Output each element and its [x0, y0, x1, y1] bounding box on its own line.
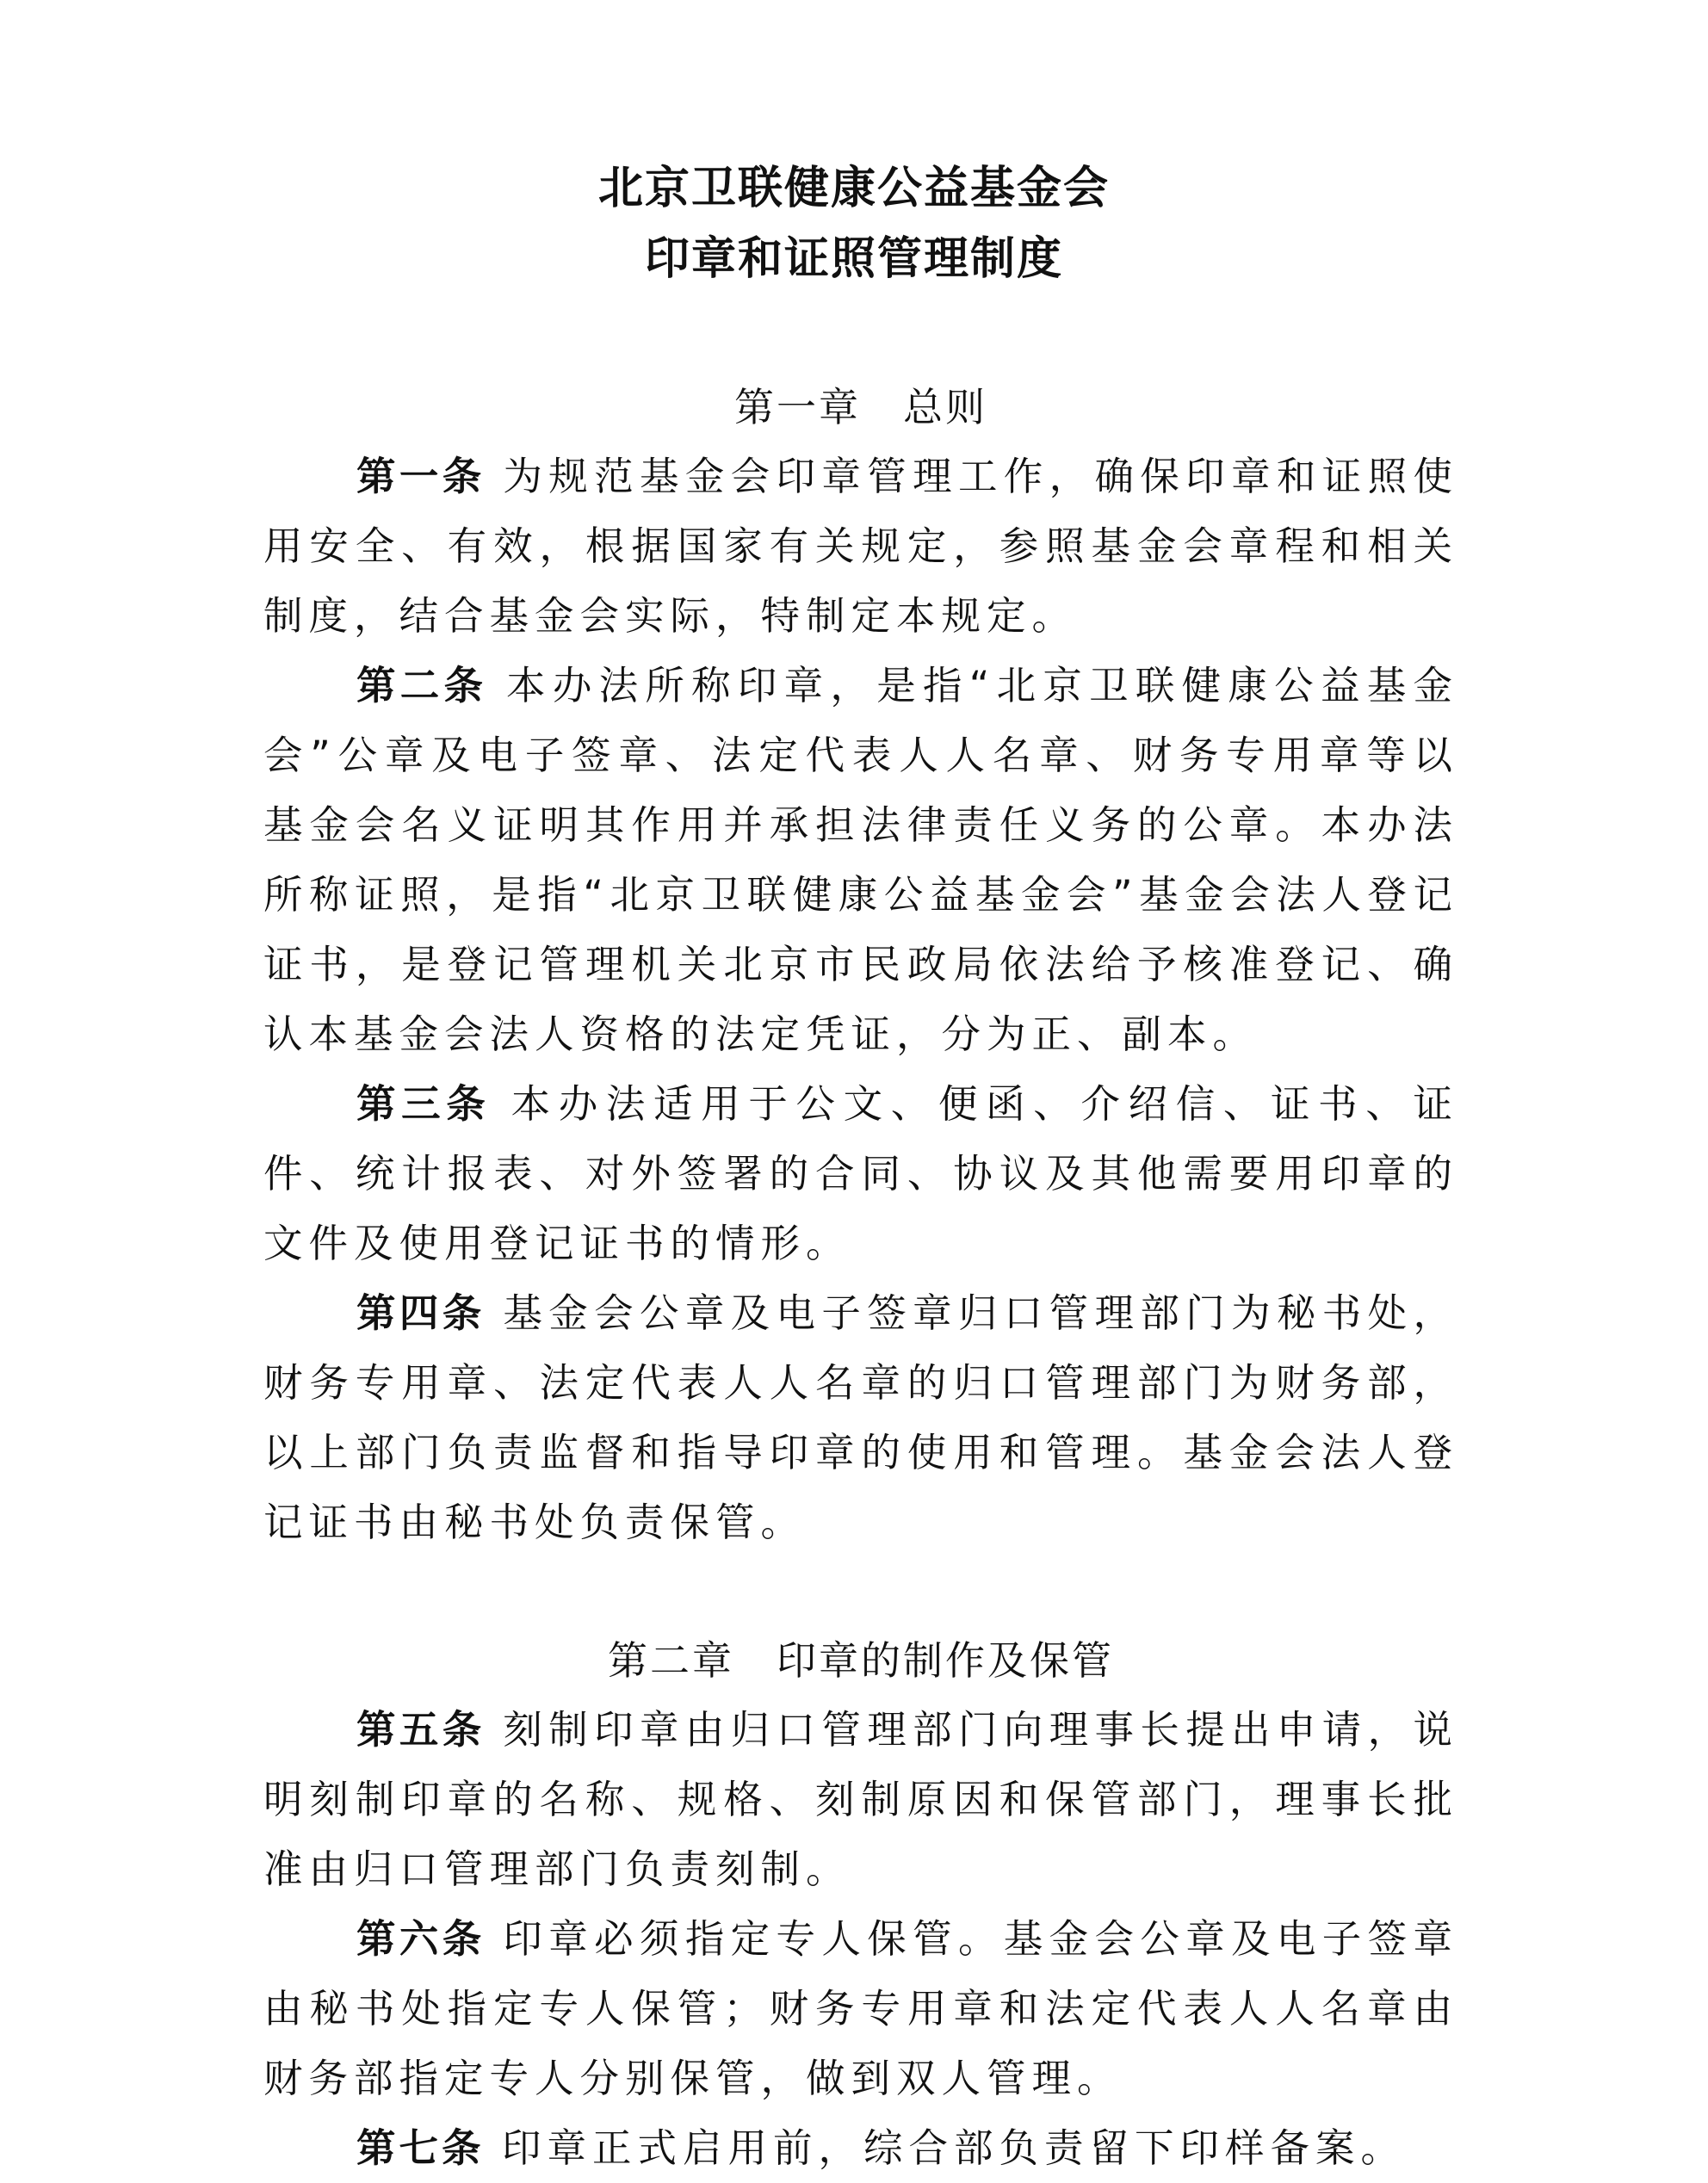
title-line-subject: 印章和证照管理制度 [644, 232, 1063, 285]
chapter-heading-1: 第一章 总则 [734, 384, 987, 430]
document-title [0, 153, 1708, 294]
article-6 [263, 1904, 1458, 2113]
article-number: 第五条 [356, 1707, 486, 1753]
article-2 [263, 651, 1458, 1069]
article-number: 第二条 [356, 663, 488, 708]
article-7 [263, 2113, 1458, 2183]
article-number: 第一条 [356, 454, 486, 499]
article-text: 本办法适用于公文、便函、介绍信、证书、证件、统计报表、对外签署的合同、协议及其他需要用印章的文件及使用登记证书的情形。 [263, 1081, 1458, 1266]
article-text: 本办法所称印章，是指“北京卫联健康公益基金会”公章及电子签章、法定代表人人名章、财务专用章等以基金会名义证明其作用并承担法律责任义务的公章。本办法所称证照，是指“北京卫联健康公益基金会”基金会法人登记证书，是登记管理机关北京市民政局依法给予核准登记、确认本基金会法人资格的法定凭证，分为正、副本。 [263, 663, 1458, 1057]
article-3 [263, 1069, 1458, 1278]
article-text: 刻制印章由归口管理部门向理事长提出申请，说明刻制印章的名称、规格、刻制原因和保管部门，理事长批准由归口管理部门负责刻制。 [263, 1707, 1458, 1892]
article-number: 第六条 [356, 1916, 486, 1962]
article-text: 印章正式启用前，综合部负责留下印样备案。 [501, 2125, 1406, 2171]
article-5 [263, 1695, 1458, 1904]
article-number: 第七条 [356, 2125, 485, 2171]
article-text: 为规范基金会印章管理工作，确保印章和证照使用安全、有效，根据国家有关规定，参照基金会章程和相关制度，结合基金会实际，特制定本规定。 [263, 454, 1458, 639]
article-number: 第四条 [356, 1290, 486, 1336]
article-1 [263, 442, 1458, 651]
document-body [263, 373, 1458, 2183]
chapter-heading-2: 第二章 印章的制作及保管 [608, 1637, 1114, 1684]
article-text: 基金会公章及电子签章归口管理部门为秘书处，财务专用章、法定代表人人名章的归口管理部门为财务部，以上部门负责监督和指导印章的使用和管理。基金会法人登记证书由秘书处负责保管。 [263, 1290, 1458, 1545]
article-4 [263, 1278, 1458, 1557]
article-text: 印章必须指定专人保管。基金会公章及电子签章由秘书处指定专人保管；财务专用章和法定代表人人名章由财务部指定专人分别保管，做到双人管理。 [263, 1916, 1458, 2101]
article-number: 第三条 [356, 1081, 492, 1127]
title-line-organization: 北京卫联健康公益基金会 [597, 162, 1110, 214]
